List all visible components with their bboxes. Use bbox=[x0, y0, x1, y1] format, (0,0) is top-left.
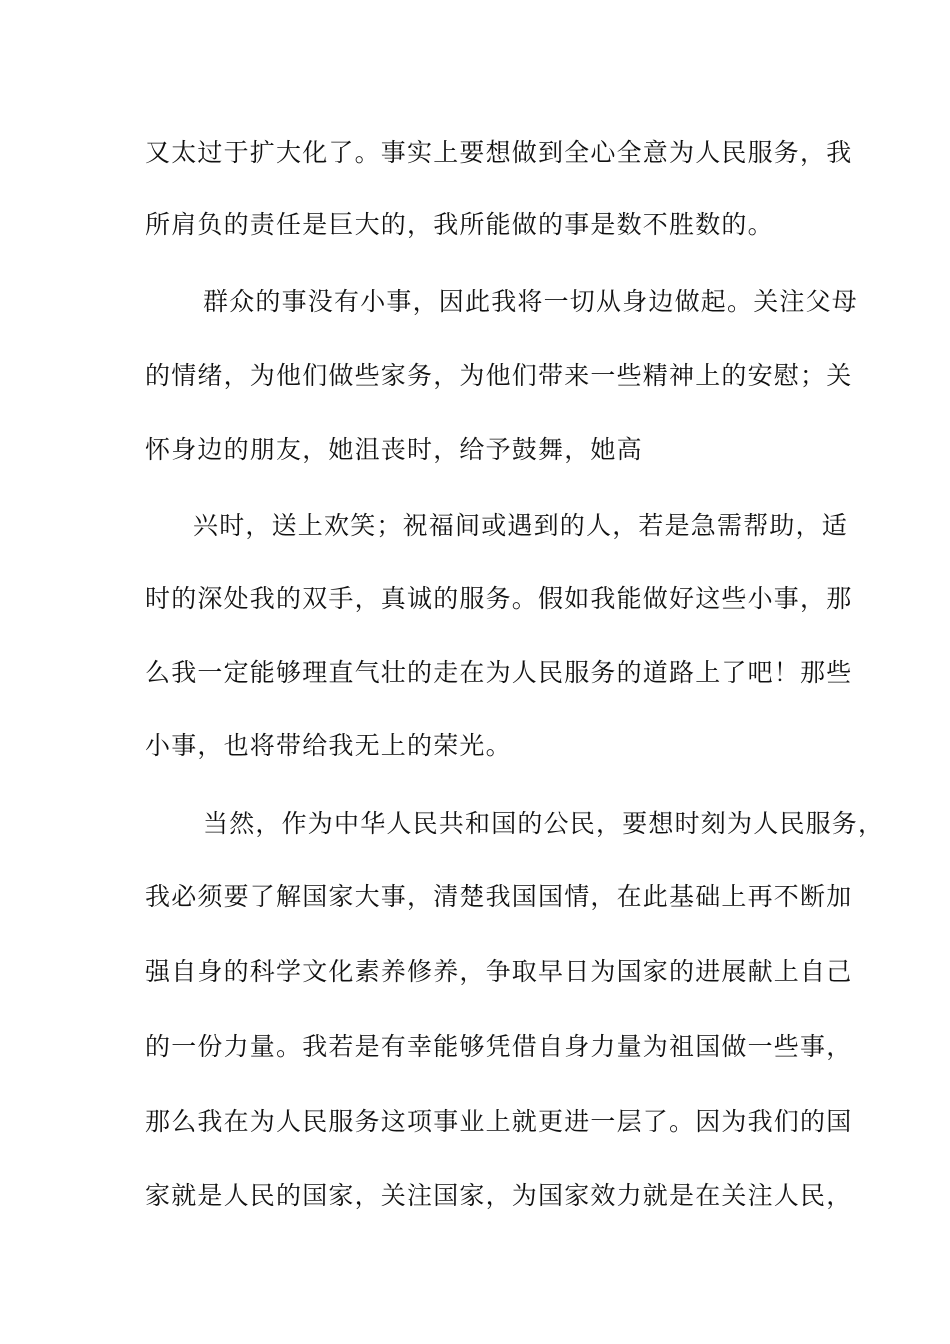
text-line: 时的深处我的双手，真诚的服务。假如我能做好这些小事，那 bbox=[145, 584, 853, 613]
text-line: 兴时，送上欢笑；祝福间或遇到的人，若是急需帮助，适 bbox=[193, 511, 849, 540]
paragraph-start-line: 群众的事没有小事，因此我将一切从身边做起。关注父母 bbox=[203, 287, 859, 316]
text-line: 那么我在为人民服务这项事业上就更进一层了。因为我们的国 bbox=[145, 1107, 853, 1136]
text-line: 家就是人民的国家，关注国家，为国家效力就是在关注人民， bbox=[145, 1181, 853, 1210]
text-line: 的情绪，为他们做些家务，为他们带来一些精神上的安慰；关 bbox=[145, 361, 853, 390]
text-line: 又太过于扩大化了。事实上要想做到全心全意为人民服务，我 bbox=[145, 138, 853, 167]
text-line: 我必须要了解国家大事，清楚我国国情，在此基础上再不断加 bbox=[145, 882, 853, 911]
text-line: 小事，也将带给我无上的荣光。 bbox=[145, 731, 512, 760]
paragraph-start-line: 当然，作为中华人民共和国的公民，要想时刻为人民服务， bbox=[203, 809, 885, 838]
text-line: 怀身边的朋友，她沮丧时，给予鼓舞，她高 bbox=[145, 435, 643, 464]
text-line: 么我一定能够理直气壮的走在为人民服务的道路上了吧！那些 bbox=[145, 658, 853, 687]
text-line: 强自身的科学文化素养修养，争取早日为国家的进展献上自己 bbox=[145, 957, 853, 986]
text-line: 所肩负的责任是巨大的，我所能做的事是数不胜数的。 bbox=[145, 210, 774, 239]
text-line: 的一份力量。我若是有幸能够凭借自身力量为祖国做一些事， bbox=[145, 1032, 853, 1061]
